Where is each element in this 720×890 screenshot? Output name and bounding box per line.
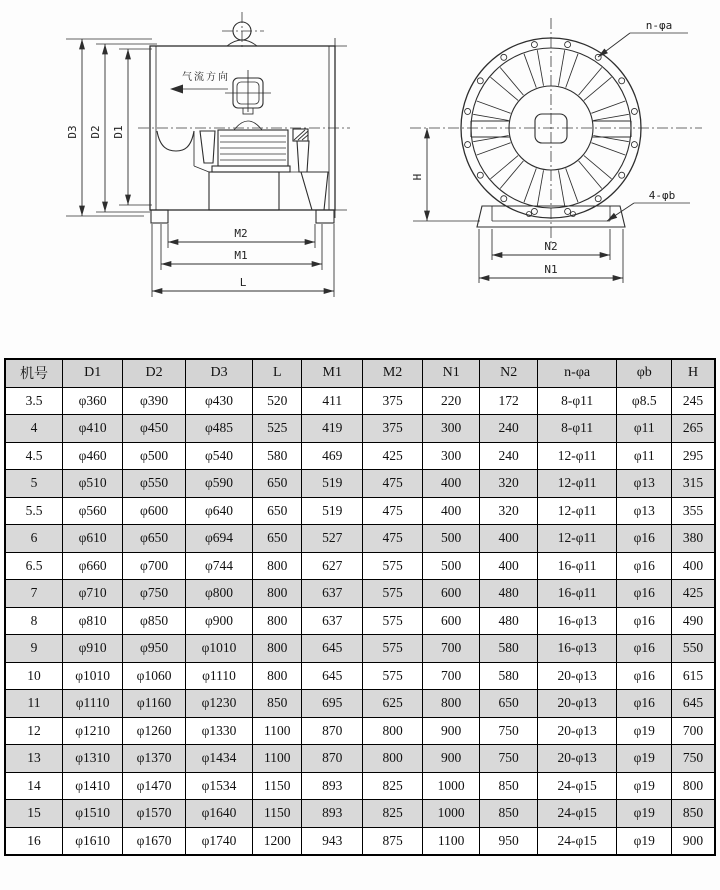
table-row [5, 690, 715, 718]
table-cell: 800 [253, 607, 302, 635]
table-cell: 750 [480, 717, 538, 745]
table-cell: 4 [5, 415, 63, 443]
table-cell: φ510 [63, 470, 123, 498]
table-cell: φ1310 [63, 745, 123, 773]
table-cell: 265 [672, 415, 715, 443]
table-cell: 900 [422, 717, 480, 745]
table-cell: 950 [480, 827, 538, 855]
motor-pedestal [209, 172, 279, 210]
table-header-row [5, 359, 715, 387]
table-cell: 519 [302, 470, 363, 498]
table-cell: φ950 [123, 635, 185, 663]
table-cell: 850 [480, 800, 538, 828]
table-cell: φ1010 [63, 662, 123, 690]
guide-vane-left [200, 131, 215, 163]
table-cell: 240 [480, 442, 538, 470]
table-cell: φ11 [617, 415, 672, 443]
table-cell: 220 [422, 387, 480, 415]
table-cell: φ600 [123, 497, 185, 525]
table-cell: 1100 [253, 717, 302, 745]
table-cell: 10 [5, 662, 63, 690]
table-cell: 1150 [253, 772, 302, 800]
junction-box [225, 70, 271, 130]
table-row [5, 497, 715, 525]
table-cell: 870 [302, 717, 363, 745]
table-cell: 24-φ15 [537, 800, 617, 828]
table-cell: φ560 [63, 497, 123, 525]
table-cell: 800 [253, 552, 302, 580]
table-cell: 7 [5, 580, 63, 608]
table-cell: φ694 [185, 525, 252, 553]
table-cell: 320 [480, 470, 538, 498]
table-cell: φ744 [185, 552, 252, 580]
table-cell: 9 [5, 635, 63, 663]
table-cell: 943 [302, 827, 363, 855]
column-header: n-φa [537, 359, 617, 387]
table-cell: 527 [302, 525, 363, 553]
table-cell: 850 [672, 800, 715, 828]
table-cell: 172 [480, 387, 538, 415]
impeller-blade-section [288, 129, 329, 210]
table-cell: φ500 [123, 442, 185, 470]
table-cell: 575 [363, 635, 423, 663]
table-cell: 375 [363, 415, 423, 443]
table-cell: 400 [480, 525, 538, 553]
table-cell: φ16 [617, 580, 672, 608]
n2-label: N2 [544, 240, 558, 253]
table-cell: φ19 [617, 745, 672, 773]
table-cell: 800 [253, 662, 302, 690]
table-cell: 519 [302, 497, 363, 525]
table-cell: 375 [363, 387, 423, 415]
table-cell: φ16 [617, 552, 672, 580]
table-cell: 700 [422, 662, 480, 690]
column-header: L [253, 359, 302, 387]
table-row [5, 387, 715, 415]
table-cell: φ1534 [185, 772, 252, 800]
table-cell: 900 [672, 827, 715, 855]
column-header: φb [617, 359, 672, 387]
table-cell: 20-φ13 [537, 662, 617, 690]
column-header: M2 [363, 359, 423, 387]
table-cell: φ640 [185, 497, 252, 525]
table-cell: 1150 [253, 800, 302, 828]
table-cell: 870 [302, 745, 363, 773]
table-cell: 300 [422, 442, 480, 470]
table-row [5, 635, 715, 663]
column-header: D3 [185, 359, 252, 387]
side-view [66, 12, 350, 297]
table-cell: φ1160 [123, 690, 185, 718]
table-cell: φ800 [185, 580, 252, 608]
table-cell: φ1640 [185, 800, 252, 828]
inlet-bellmouth [157, 131, 194, 151]
table-cell: φ13 [617, 497, 672, 525]
table-cell: 6.5 [5, 552, 63, 580]
table-cell: φ750 [123, 580, 185, 608]
table-cell: 3.5 [5, 387, 63, 415]
table-cell: φ550 [123, 470, 185, 498]
table-cell: 411 [302, 387, 363, 415]
table-cell: φ430 [185, 387, 252, 415]
table-cell: φ1570 [123, 800, 185, 828]
table-row [5, 662, 715, 690]
mounting-feet [151, 210, 334, 223]
table-cell: φ910 [63, 635, 123, 663]
table-cell: 825 [363, 800, 423, 828]
airflow-label: 气流方向 [182, 72, 230, 83]
table-cell: φ1670 [123, 827, 185, 855]
table-cell: 14 [5, 772, 63, 800]
table-row [5, 827, 715, 855]
table-cell: 600 [422, 580, 480, 608]
table-cell: φ13 [617, 470, 672, 498]
l-label: L [239, 276, 247, 289]
table-cell: φ1434 [185, 745, 252, 773]
table-cell: 525 [253, 415, 302, 443]
table-cell: φ650 [123, 525, 185, 553]
table-row [5, 607, 715, 635]
airflow-direction [170, 70, 230, 94]
table-cell: 615 [672, 662, 715, 690]
table-cell: 625 [363, 690, 423, 718]
column-header: D1 [63, 359, 123, 387]
table-cell: 1000 [422, 800, 480, 828]
table-row [5, 442, 715, 470]
table-cell: 580 [253, 442, 302, 470]
table-cell: 400 [480, 552, 538, 580]
table-cell: 8-φ11 [537, 387, 617, 415]
table-cell: 575 [363, 580, 423, 608]
table-cell: 480 [480, 607, 538, 635]
table-row [5, 525, 715, 553]
table-cell: φ1610 [63, 827, 123, 855]
table-cell: 645 [672, 690, 715, 718]
table-cell: 469 [302, 442, 363, 470]
table-cell: 850 [480, 772, 538, 800]
table-cell: φ1230 [185, 690, 252, 718]
table-cell: 475 [363, 470, 423, 498]
table-cell: φ8.5 [617, 387, 672, 415]
table-cell: 695 [302, 690, 363, 718]
table-cell: φ16 [617, 525, 672, 553]
dimension-d1 [112, 49, 152, 205]
callout-foot-holes [607, 189, 690, 221]
table-cell: 800 [253, 580, 302, 608]
callout-bolt-ring [598, 19, 688, 57]
table-cell: φ16 [617, 635, 672, 663]
table-cell: 575 [363, 662, 423, 690]
n-phi-a-label: n-φa [645, 19, 673, 32]
table-cell: 16 [5, 827, 63, 855]
table-cell: 24-φ15 [537, 772, 617, 800]
table-cell: φ485 [185, 415, 252, 443]
table-cell: 650 [480, 690, 538, 718]
table-cell: 475 [363, 497, 423, 525]
table-cell: 490 [672, 607, 715, 635]
table-cell: 800 [363, 717, 423, 745]
table-cell: φ1210 [63, 717, 123, 745]
table-cell: φ590 [185, 470, 252, 498]
table-cell: 4.5 [5, 442, 63, 470]
table-cell: 1000 [422, 772, 480, 800]
table-cell: φ1740 [185, 827, 252, 855]
table-cell: 20-φ13 [537, 745, 617, 773]
table-cell: φ1330 [185, 717, 252, 745]
table-cell: 1100 [422, 827, 480, 855]
table-cell: 700 [422, 635, 480, 663]
table-cell: 750 [480, 745, 538, 773]
table-cell: 650 [253, 470, 302, 498]
table-cell: 295 [672, 442, 715, 470]
table-cell: 800 [422, 690, 480, 718]
table-cell: 400 [422, 470, 480, 498]
table-cell: 1200 [253, 827, 302, 855]
table-cell: φ460 [63, 442, 123, 470]
table-cell: φ16 [617, 607, 672, 635]
table-cell: 520 [253, 387, 302, 415]
table-cell: φ19 [617, 772, 672, 800]
table-cell: 16-φ13 [537, 635, 617, 663]
front-view [410, 18, 702, 283]
table-cell: 20-φ13 [537, 717, 617, 745]
table-cell: 637 [302, 580, 363, 608]
table-row [5, 800, 715, 828]
table-cell: φ19 [617, 827, 672, 855]
n1-label: N1 [544, 263, 558, 276]
dimension-table-wrap [0, 358, 720, 856]
table-cell: φ16 [617, 690, 672, 718]
table-cell: 12-φ11 [537, 525, 617, 553]
table-cell: 320 [480, 497, 538, 525]
table-cell: 580 [480, 635, 538, 663]
table-cell: 893 [302, 772, 363, 800]
table-cell: 645 [302, 662, 363, 690]
table-cell: 245 [672, 387, 715, 415]
table-cell: 627 [302, 552, 363, 580]
table-cell: 750 [672, 745, 715, 773]
table-cell: φ19 [617, 800, 672, 828]
table-cell: 575 [363, 607, 423, 635]
table-cell: φ1110 [63, 690, 123, 718]
table-cell: 500 [422, 525, 480, 553]
table-cell: 11 [5, 690, 63, 718]
table-cell: 380 [672, 525, 715, 553]
table-cell: 850 [253, 690, 302, 718]
column-header: H [672, 359, 715, 387]
table-cell: 480 [480, 580, 538, 608]
table-cell: φ810 [63, 607, 123, 635]
table-cell: 825 [363, 772, 423, 800]
d1-label: D1 [112, 125, 125, 139]
table-cell: 800 [363, 745, 423, 773]
table-row [5, 470, 715, 498]
table-row [5, 580, 715, 608]
table-cell: 800 [672, 772, 715, 800]
dimension-d3 [66, 39, 152, 216]
fan-drawing-svg [0, 0, 720, 358]
table-cell: 6 [5, 525, 63, 553]
table-cell: φ610 [63, 525, 123, 553]
table-cell: 575 [363, 552, 423, 580]
column-header: D2 [123, 359, 185, 387]
table-cell: 16-φ11 [537, 552, 617, 580]
table-cell: 16-φ11 [537, 580, 617, 608]
table-cell: 240 [480, 415, 538, 443]
table-cell: φ850 [123, 607, 185, 635]
table-cell: 15 [5, 800, 63, 828]
table-cell: φ1260 [123, 717, 185, 745]
table-row [5, 415, 715, 443]
table-cell: 8 [5, 607, 63, 635]
table-cell: 300 [422, 415, 480, 443]
table-cell: φ390 [123, 387, 185, 415]
table-cell: 637 [302, 607, 363, 635]
table-cell: φ19 [617, 717, 672, 745]
table-cell: 893 [302, 800, 363, 828]
table-cell: φ1470 [123, 772, 185, 800]
table-cell: 1100 [253, 745, 302, 773]
airflow-arrow-icon [170, 85, 183, 94]
table-cell: φ16 [617, 662, 672, 690]
table-cell: 24-φ15 [537, 827, 617, 855]
table-cell: 400 [422, 497, 480, 525]
table-cell: 500 [422, 552, 480, 580]
d3-label: D3 [66, 125, 79, 139]
table-cell: 5 [5, 470, 63, 498]
table-cell: 700 [672, 717, 715, 745]
table-cell: 875 [363, 827, 423, 855]
table-cell: 12 [5, 717, 63, 745]
table-cell: 5.5 [5, 497, 63, 525]
table-row [5, 552, 715, 580]
table-cell: 400 [672, 552, 715, 580]
table-cell: φ660 [63, 552, 123, 580]
d2-label: D2 [89, 125, 102, 139]
table-cell: 650 [253, 497, 302, 525]
table-cell: 580 [480, 662, 538, 690]
table-cell: 12-φ11 [537, 470, 617, 498]
table-cell: 650 [253, 525, 302, 553]
table-cell: φ11 [617, 442, 672, 470]
column-header: N1 [422, 359, 480, 387]
table-cell: 600 [422, 607, 480, 635]
table-cell: 315 [672, 470, 715, 498]
table-cell: φ1110 [185, 662, 252, 690]
column-header: 机号 [5, 359, 63, 387]
table-row [5, 745, 715, 773]
table-cell: φ1510 [63, 800, 123, 828]
m2-label: M2 [234, 227, 248, 240]
table-cell: φ360 [63, 387, 123, 415]
dimension-table [4, 358, 716, 856]
table-cell: φ540 [185, 442, 252, 470]
table-cell: 425 [672, 580, 715, 608]
motor [212, 130, 290, 172]
h-label: H [411, 173, 424, 181]
table-cell: φ710 [63, 580, 123, 608]
table-cell: 16-φ13 [537, 607, 617, 635]
table-cell: 419 [302, 415, 363, 443]
table-cell: φ700 [123, 552, 185, 580]
table-cell: 900 [422, 745, 480, 773]
technical-drawing [0, 0, 720, 358]
table-cell: 550 [672, 635, 715, 663]
table-cell: φ450 [123, 415, 185, 443]
column-header: N2 [480, 359, 538, 387]
table-cell: φ1370 [123, 745, 185, 773]
table-cell: 355 [672, 497, 715, 525]
table-cell: 8-φ11 [537, 415, 617, 443]
table-cell: φ1410 [63, 772, 123, 800]
table-cell: 475 [363, 525, 423, 553]
column-header: M1 [302, 359, 363, 387]
table-cell: φ410 [63, 415, 123, 443]
table-cell: 12-φ11 [537, 497, 617, 525]
eyebolt [222, 12, 264, 50]
table-cell: 13 [5, 745, 63, 773]
table-cell: 645 [302, 635, 363, 663]
m1-label: M1 [234, 249, 248, 262]
table-cell: 800 [253, 635, 302, 663]
table-cell: 20-φ13 [537, 690, 617, 718]
table-cell: φ900 [185, 607, 252, 635]
dimension-m2 [168, 224, 315, 248]
table-cell: 12-φ11 [537, 442, 617, 470]
table-cell: 425 [363, 442, 423, 470]
table-row [5, 772, 715, 800]
table-row [5, 717, 715, 745]
table-cell: φ1060 [123, 662, 185, 690]
table-cell: φ1010 [185, 635, 252, 663]
four-phi-b-label: 4-φb [648, 189, 676, 202]
